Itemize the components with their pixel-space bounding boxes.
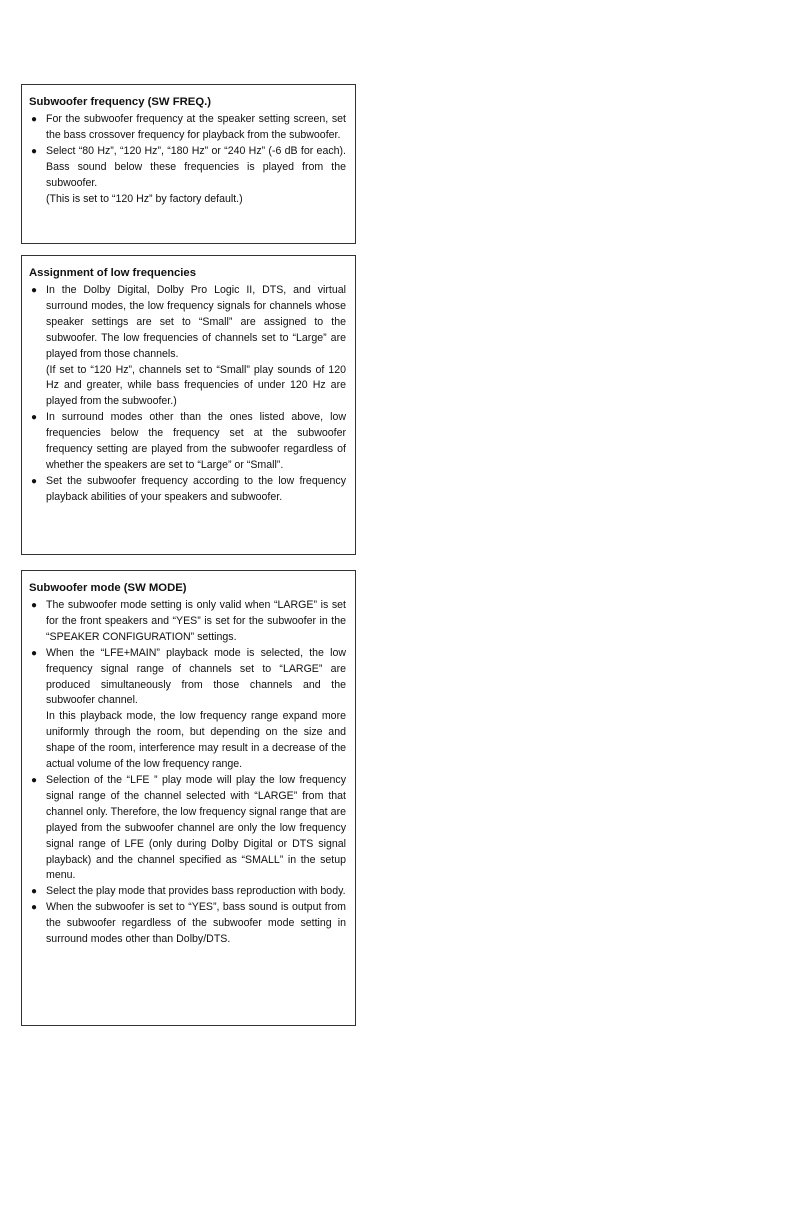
list-item [29,646,346,773]
list-item [29,283,346,410]
bullet-icon: ● [31,902,38,914]
section-subwoofer-frequency [21,84,356,244]
bullet-icon: ● [31,285,38,296]
paragraph: In this playback mode, the low frequency range expand more uniformly through the room, but depending on the size and shape of the room, interference may result in a decrease of the actual volume of the low frequency range. [46,710,346,771]
bullet-list [29,283,346,506]
bullet-icon: ● [31,647,38,659]
paragraph: In surround modes other than the ones listed above, low frequencies below the frequency set at the subwoofer frequency setting are played from the subwoofer regardless of whether the speakers are set to “Large” or “Small”. [46,411,346,471]
list-item [29,900,346,948]
list-item [29,112,346,144]
paragraph: When the subwoofer is set to “YES”, bass sound is output from the subwoofer regardless of the subwoofer mode setting in surround modes other than Dolby/DTS. [46,901,346,946]
bullet-icon: ● [31,412,38,424]
paragraph: The subwoofer mode setting is only valid when “LARGE” is set for the front speakers and “YES” is set for the subwoofer in the “SPEAKER CONFIGURATION” settings. [46,599,346,643]
list-item [29,410,346,474]
paragraph: Select “80 Hz”, “120 Hz”, “180 Hz” or “240 Hz” (-6 dB for each). Bass sound below these frequencies is played from the subwoofer. [46,144,346,189]
bullet-icon: ● [31,145,38,157]
section-title: Assignment of low frequencies [29,267,196,279]
bullet-icon: ● [31,774,38,786]
paragraph: Set the subwoofer frequency according to the low frequency playback abilities of your speakers and subwoofer. [46,474,346,503]
paragraph: Select the play mode that provides bass reproduction with body. [46,885,346,898]
section-subwoofer-mode [21,570,356,1026]
paragraph: When the “LFE+MAIN” playback mode is selected, the low frequency signal range of channels set to “LARGE” are produced simultaneously from those channels and the subwoofer channel. [46,646,346,707]
paragraph: For the subwoofer frequency at the speaker setting screen, set the bass crossover frequency for playback from the subwoofer. [46,113,346,141]
section-title: Subwoofer mode (SW MODE) [29,582,187,594]
list-item [29,474,346,506]
bullet-list [29,598,346,948]
bullet-list [29,112,346,207]
section-title: Subwoofer frequency (SW FREQ.) [29,96,212,108]
paragraph: Selection of the “LFE ” play mode will play the low frequency signal range of the channel selected with “LARGE” from that channel only. Therefore, the low frequency signal range that are played from the subwoofer channel are only the low frequency signal range of LFE (only during Dolby Digital or DTS signal playback) and the channel specified as “SMALL” in the setup menu. [46,773,346,882]
bullet-icon: ● [31,114,38,125]
bullet-icon: ● [31,886,38,898]
section-assignment-low-frequencies [21,255,356,555]
list-item [29,773,346,884]
paragraph: (This is set to “120 Hz” by factory default.) [46,192,243,205]
list-item [29,598,346,646]
bullet-icon: ● [31,600,38,611]
paragraph: In the Dolby Digital, Dolby Pro Logic II, DTS, and virtual surround modes, the low frequency signals for channels whose speaker settings are set to “Small” are assigned to the subwoofer. The low frequencies of channels set to “Large” are played from those channels. [46,284,346,360]
list-item [29,144,346,208]
list-item [29,884,346,900]
bullet-icon: ● [31,475,38,487]
paragraph: (If set to “120 Hz”, channels set to “Small” play sounds of 120 Hz and greater, while bass frequencies of under 120 Hz are played from the subwoofer.) [46,363,346,408]
